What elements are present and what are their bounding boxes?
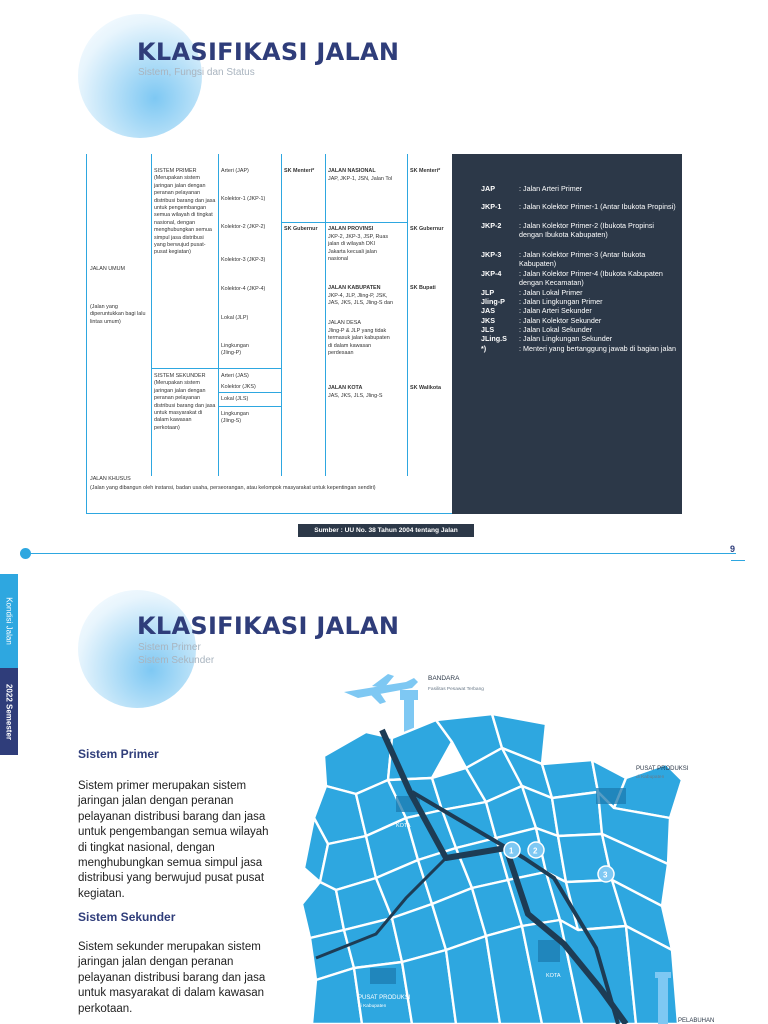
map-label-bandara: BANDARA xyxy=(428,675,460,682)
legend-abbr: JLS xyxy=(481,325,495,334)
legend-desc: : Jalan Lokal Primer xyxy=(519,288,583,297)
legend-desc: : Jalan Kolektor Primer-2 (Ibukota Propinsi dengan Ibukota Kabupaten) xyxy=(519,221,655,239)
fungsi-arteri-jap: Arteri (JAP) xyxy=(221,168,249,174)
road-marker-2 xyxy=(528,842,544,858)
jalan-desa-label: JALAN DESA xyxy=(328,320,361,326)
map-label-pusat-produksi-2: PUSAT PRODUKSI xyxy=(358,995,411,1001)
page-subtitle: Sistem, Fungsi dan Status xyxy=(138,67,255,78)
legend-desc: : Jalan Lingkungan Sekunder xyxy=(519,334,613,343)
section-body-sekunder: Sistem sekunder merupakan sistem jaringan jalan dengan peranan pelayanan distribusi barang dan jasa untuk masyarakat di dalam kawasan perkotaan. xyxy=(78,941,266,1015)
legend-abbr: JKP-2 xyxy=(481,221,502,230)
map-label-pusat-produksi-2-sub: di Kabupaten xyxy=(358,1004,387,1009)
fungsi-lingkungan-jlingp: Lingkungan (Jling-P) xyxy=(221,343,249,357)
sk-menteri-1: SK Menteri* xyxy=(284,168,315,174)
legend-abbr: JKP-3 xyxy=(481,250,502,259)
road-marker-1 xyxy=(504,842,520,858)
section-heading-sekunder: Sistem Sekunder xyxy=(78,910,176,924)
jalan-desa-desc: Jling-P & JLP yang tidak termasuk jalan kabupaten di dalam kawasan perdesaan xyxy=(328,328,390,357)
jalan-kabupaten-label: JALAN KABUPATEN xyxy=(328,285,381,291)
legend-desc: : Jalan Kolektor Primer-1 (Antar Ibukota Propinsi) xyxy=(519,202,676,211)
sk-gubernur-1: SK Gubernur xyxy=(284,226,318,232)
jalan-kota-label: JALAN KOTA xyxy=(328,385,363,391)
page-subtitle-sekunder: Sistem Sekunder xyxy=(138,655,215,666)
fungsi-kolektor-1: Kolektor-1 (JKP-1) xyxy=(221,196,266,202)
sidebar-tab-kondisi-jalan[interactable] xyxy=(0,574,18,668)
legend-abbr: JAP xyxy=(481,184,495,193)
sidebar-tab-semester[interactable] xyxy=(0,668,18,755)
source-caption: Sumber : UU No. 38 Tahun 2004 tentang Jalan xyxy=(298,524,474,537)
slide-divider xyxy=(26,553,736,554)
legend-abbr: JLing.S xyxy=(481,334,507,343)
jalan-provinsi-desc: JKP-2, JKP-3, JSP, Ruas jalan di wilayah DKI Jakarta kecuali jalan nasional xyxy=(328,234,389,263)
legend-abbr: *) xyxy=(481,344,487,353)
page-subtitle-primer: Sistem Primer xyxy=(138,642,201,653)
classification-table xyxy=(86,154,452,514)
legend-desc: : Jalan Lokal Sekunder xyxy=(519,325,593,334)
legend-abbr: JKP-4 xyxy=(481,269,502,278)
fungsi-arteri-jas: Arteri (JAS) xyxy=(221,373,249,379)
jalan-kota-desc: JAS, JKS, JLS, Jling-S xyxy=(328,393,383,399)
map-label-pusat-produksi-1: PUSAT PRODUKSI xyxy=(636,766,689,772)
page-title: KLASIFIKASI JALAN xyxy=(137,38,400,66)
legend-abbr: JAS xyxy=(481,306,495,315)
sk-walikota: SK Walikota xyxy=(410,385,441,391)
map-label-pelabuhan: PELABUHAN xyxy=(678,1018,715,1024)
map-label-kota-2: KOTA xyxy=(546,973,561,979)
sistem-sekunder-desc: SISTEM SEKUNDER (Merupakan sistem jaringan jalan dengan peranan pelayanan distribusi barang dan jasa untuk masyarakat di dalam kawasan perkotaan) xyxy=(154,373,216,431)
sk-gubernur-2: SK Gubernur xyxy=(410,226,444,232)
legend-desc: : Jalan Lingkungan Primer xyxy=(519,297,603,306)
legend-abbr: JLP xyxy=(481,288,495,297)
jalan-khusus-desc: (Jalan yang dibangun oleh instansi, badan usaha, perseorangan, atau kelompok masyarakat untuk kepentingan sendiri) xyxy=(90,485,376,491)
jalan-umum-label: JALAN UMUM xyxy=(90,266,126,272)
legend-desc: : Menteri yang bertanggung jawab di bagian jalan xyxy=(519,344,677,353)
city-blocks xyxy=(302,714,682,1024)
abbreviation-legend xyxy=(452,154,682,514)
legend-abbr: JKS xyxy=(481,316,495,325)
road-marker-3 xyxy=(598,866,614,882)
fungsi-kolektor-2: Kolektor-2 (JKP-2) xyxy=(221,224,266,230)
sk-bupati: SK Bupati xyxy=(410,285,436,291)
fungsi-kolektor-jks: Kolektor (JKS) xyxy=(221,384,256,390)
page-number-underline xyxy=(731,560,745,561)
jalan-nasional-desc: JAP, JKP-1, JSN, Jalan Tol xyxy=(328,176,393,182)
legend-desc: : Jalan Arteri Sekunder xyxy=(519,306,592,315)
sistem-primer-desc: SISTEM PRIMER (Merupakan sistem jaringan jalan dengan peranan pelayanan distribusi barang dan jasa untuk pengembangan semua wilayah di tingkat nasional, dengan menghubungkan semua simpul jasa distribusi yang berwujud pusat-pusat kegiatan) xyxy=(154,168,216,256)
jalan-umum-note: (Jalan yang diperuntukkan bagi lalu lintas umum) xyxy=(90,304,146,325)
legend-desc: : Jalan Kolektor Primer-4 (Ibukota Kabupaten dengan Kecamatan) xyxy=(519,269,663,287)
jalan-kabupaten-desc: JKP-4, JLP, Jling-P, JSK, JAS, JKS, JLS, Jling-S dan xyxy=(328,293,394,307)
divider-dot xyxy=(20,548,31,559)
sidebar-tab-label: 2022 Semester xyxy=(4,683,14,740)
svg-text:1: 1 xyxy=(509,846,514,856)
map-label-pusat-produksi-1-sub: di Kabupaten xyxy=(636,775,665,780)
legend-abbr: Jling-P xyxy=(481,297,505,306)
road-network-map xyxy=(296,668,768,1024)
legend-abbr: JKP-1 xyxy=(481,202,502,211)
svg-text:3: 3 xyxy=(603,870,608,880)
fungsi-lingkungan-jlings: Lingkungan (Jling-S) xyxy=(221,411,249,425)
section-body-primer: Sistem primer merupakan sistem jaringan jalan dengan peranan pelayanan distribusi barang dan jasa untuk pengembangan semua wilayah di tingkat nasional, dengan menghubungkan semua simpul jasa distribusi yang berwujud pusat pusat kegiatan. xyxy=(78,780,269,900)
legend-desc: : Jalan Kolektor Sekunder xyxy=(519,316,602,325)
svg-text:2: 2 xyxy=(533,846,538,856)
fungsi-kolektor-4: Kolektor-4 (JKP-4) xyxy=(221,286,266,292)
legend-desc: : Jalan Kolektor Primer-3 (Antar Ibukota Kabupaten) xyxy=(519,250,646,268)
sidebar-tab-label: Kondisi Jalan xyxy=(4,597,14,645)
page-number: 9 xyxy=(730,544,736,554)
legend-desc: : Jalan Arteri Primer xyxy=(519,184,583,193)
fungsi-lokal-jls: Lokal (JLS) xyxy=(221,396,249,402)
section-heading-primer: Sistem Primer xyxy=(78,747,159,761)
sk-menteri-2: SK Menteri* xyxy=(410,168,441,174)
jalan-khusus-label: JALAN KHUSUS xyxy=(90,476,131,482)
fungsi-lokal-jlp: Lokal (JLP) xyxy=(221,315,249,321)
jalan-nasional-label: JALAN NASIONAL xyxy=(328,168,376,174)
fungsi-kolektor-3: Kolektor-3 (JKP-3) xyxy=(221,257,266,263)
map-label-kota-1: KOTA xyxy=(396,823,411,829)
map-label-bandara-sub: Fasilitas Pesawat Terbang xyxy=(428,687,484,692)
page-title: KLASIFIKASI JALAN xyxy=(137,612,400,640)
jalan-provinsi-label: JALAN PROVINSI xyxy=(328,226,374,232)
